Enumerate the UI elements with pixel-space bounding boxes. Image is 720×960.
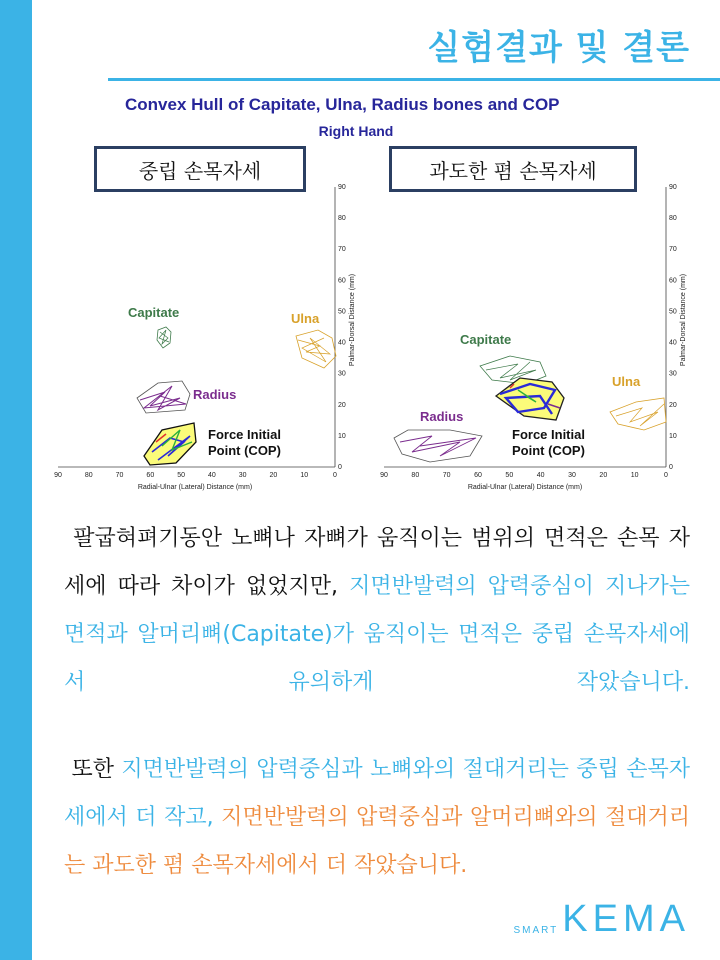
convex-hull-figure: [40, 180, 720, 500]
right-x-tick: 90: [380, 472, 388, 479]
right-y-tick: 50: [669, 308, 677, 316]
page-title: 실험결과 및 결론: [427, 28, 690, 68]
paragraph2-black: 또한: [71, 757, 122, 782]
paragraph1-black: 팔굽혀펴기동안 노뼈나 자뼈가 움직이는 범위의 면적은 손목 자세에 따라 차이가 없었지만,: [64, 526, 690, 599]
hyperextension-wrist-label-box: [389, 146, 637, 192]
right-cop-label-line1: Force Initial: [512, 427, 585, 442]
left-ulna-label: Ulna: [291, 311, 320, 326]
right-x-tick: 40: [536, 472, 545, 479]
right-y-tick: 20: [669, 401, 677, 409]
left-x-tick: 20: [269, 472, 278, 479]
left-y-tick: 50: [338, 308, 346, 316]
result-paragraph-1: [64, 515, 690, 707]
left-y-tick: 10: [338, 432, 346, 440]
left-x-tick: 90: [54, 472, 62, 479]
right-y-tick: 30: [669, 370, 677, 378]
right-capitate-label: Capitate: [460, 332, 512, 347]
right-x-tick: 30: [568, 472, 576, 479]
left-accent-bar: [0, 0, 32, 960]
left-y-tick: 70: [338, 246, 346, 254]
left-y-tick: 80: [338, 215, 346, 223]
paragraph1-blue: 지면반발력의 압력중심이 지나가는 면적과 알머리뼈(Capitate)가 움직이는 면적은 중립 손목자세에서 유의하게 작았습니다.: [64, 574, 690, 695]
right-y-tick: 0: [669, 464, 673, 471]
right-y-axis-label: Palmar-Dorsal Distance (mm): [680, 273, 687, 367]
right-y-tick: 40: [669, 339, 677, 347]
kema-logo: [513, 898, 690, 938]
right-x-tick: 60: [474, 472, 482, 479]
left-y-ticks: [338, 184, 346, 471]
right-y-tick: 80: [669, 215, 677, 223]
left-panel: [54, 184, 356, 491]
right-y-tick: 10: [669, 432, 677, 440]
left-capitate-hull: [157, 327, 171, 348]
left-y-axis-label: Palmar-Dorsal Distance (mm): [349, 273, 356, 367]
left-y-tick: 0: [338, 464, 342, 471]
neutral-wrist-label: 중립 손목자세: [138, 158, 262, 183]
paragraph2-orange: 지면반발력의 압력중심과 알머리뼈와의 절대거리는 과도한 폄 손목자세에서 더 작았습니다.: [64, 805, 690, 878]
right-y-tick: 70: [669, 246, 677, 254]
right-x-tick: 50: [505, 472, 514, 479]
left-cop-label-line1: Force Initial: [208, 427, 281, 442]
left-x-tick: 10: [300, 472, 309, 479]
result-paragraph-2: [64, 746, 690, 890]
right-radius-hull: [394, 430, 482, 462]
hyperextension-wrist-label: 과도한 폄 손목자세: [429, 158, 597, 183]
left-radius-label: Radius: [193, 387, 237, 402]
right-y-tick: 60: [669, 277, 677, 285]
figure-subtitle: [0, 123, 720, 139]
right-ulna-label: Ulna: [612, 374, 641, 389]
left-x-tick: 60: [146, 472, 155, 479]
left-cop-hull: [144, 423, 196, 465]
figure-subtitle-text: Right Hand: [318, 123, 394, 139]
right-x-ticks: [380, 472, 668, 479]
left-x-axis-label: Radial-Ulnar (Lateral) Distance (mm): [137, 484, 253, 491]
neutral-wrist-label-box: [94, 146, 306, 192]
right-x-tick: 70: [442, 472, 451, 479]
left-capitate-label: Capitate: [128, 305, 180, 320]
paragraph2-blue: 지면반발력의 압력중심과 노뼈와의 절대거리는 중립 손목자세에서 더 작고,: [64, 757, 690, 830]
left-cop-label-line2: Point (COP): [208, 443, 281, 458]
right-y-ticks: [669, 184, 677, 471]
right-x-tick: 20: [599, 472, 608, 479]
left-y-tick: 90: [338, 184, 346, 191]
right-x-axis-label: Radial-Ulnar (Lateral) Distance (mm): [467, 484, 583, 491]
figure-title: Convex Hull of Capitate, Ulna, Radius bones and COP: [125, 95, 560, 114]
left-x-tick: 50: [177, 472, 186, 479]
right-cop-hull: [496, 378, 564, 420]
right-radius-label: Radius: [420, 409, 464, 424]
left-y-tick: 60: [338, 277, 346, 285]
right-x-tick: 10: [630, 472, 639, 479]
right-y-tick: 90: [669, 184, 677, 191]
left-ulna-hull: [296, 330, 336, 368]
left-x-tick: 0: [333, 472, 337, 479]
logo-kema-text: KEMA: [562, 898, 690, 940]
right-x-tick: 0: [664, 472, 668, 479]
left-x-tick: 70: [115, 472, 124, 479]
title-divider: [108, 78, 720, 81]
left-radius-hull: [137, 381, 190, 413]
left-x-ticks: [54, 472, 337, 479]
logo-smart-text: SMART: [513, 925, 559, 936]
left-y-tick: 40: [338, 339, 346, 347]
left-y-tick: 30: [338, 370, 346, 378]
left-x-tick: 30: [238, 472, 247, 479]
left-y-tick: 20: [338, 401, 346, 409]
right-x-tick: 80: [411, 472, 420, 479]
right-cop-label-line2: Point (COP): [512, 443, 585, 458]
left-x-tick: 80: [84, 472, 93, 479]
right-ulna-hull: [610, 398, 666, 430]
left-x-tick: 40: [207, 472, 216, 479]
right-panel: [380, 184, 687, 491]
